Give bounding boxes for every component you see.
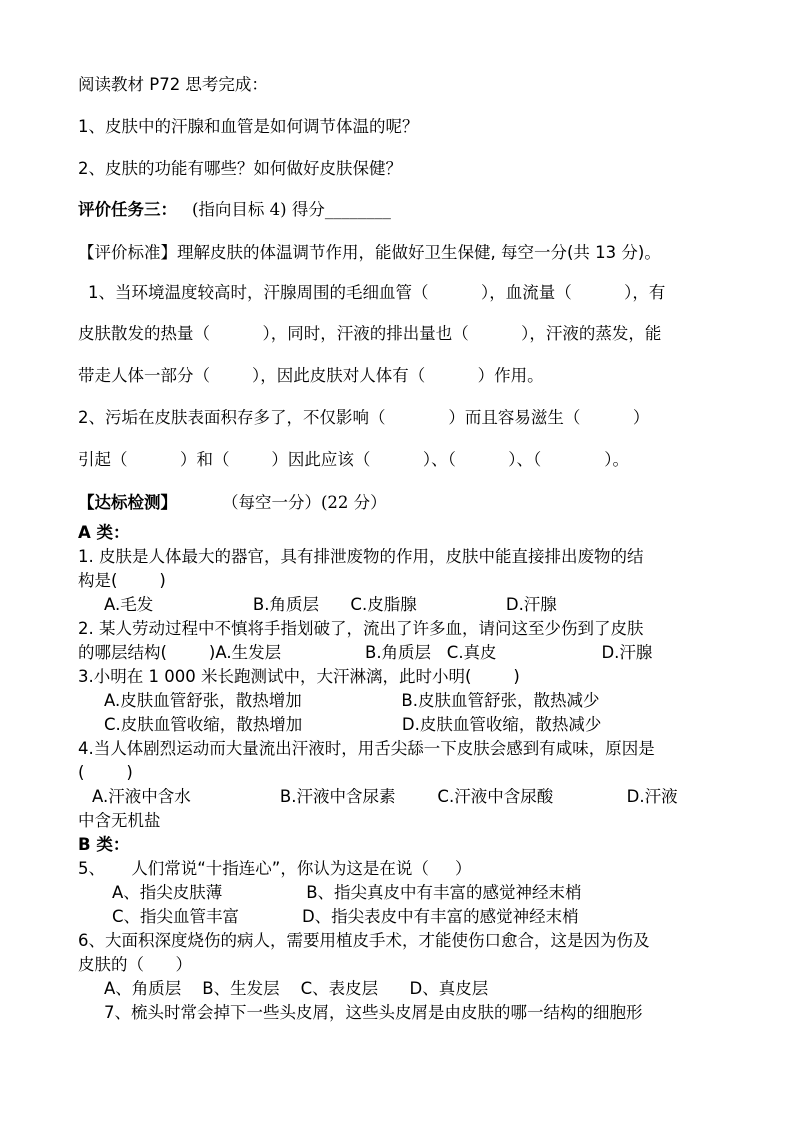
text-line: C、指尖血管丰富 D、指尖表皮中有丰富的感觉神经末梢 (112, 907, 579, 926)
text-line: 皮肤散发的热量（ ），同时，汗液的排出量也（ ），汗液的蒸发，能 (78, 324, 662, 343)
text-line: 的哪层结构( )A.生发层 B.角质层 C.真皮 D.汗腺 (78, 643, 653, 662)
text-line: 2、皮肤的功能有哪些？如何做好皮肤保健？ (78, 159, 402, 178)
text-line: 带走人体一部分（ ），因此皮肤对人体有（ ）作用。 (78, 366, 544, 385)
text-line: A 类： (78, 523, 130, 542)
text-line: A.汗液中含水 B.汗液中含尿素 C.汗液中含尿酸 D.汗液 (92, 787, 678, 806)
text-line: 1、当环境温度较高时，汗腺周围的毛细血管（ ），血流量（ ），有 (88, 283, 666, 302)
text-line: 5、 人们常说“十指连心”，你认为这是在说（ ） (78, 859, 472, 878)
text-line: A、角质层 B、生发层 C、表皮层 D、真皮层 (104, 979, 489, 998)
text-line: (指向目标 4) 得分________ (192, 200, 391, 219)
text-line: 阅读教材 P72 思考完成： (78, 75, 268, 94)
text-line: 2、污垢在皮肤表面积存多了，不仅影响（ ）而且容易滋生（ ） (78, 408, 650, 427)
text-line: （每空一分）(22 分） (222, 493, 387, 512)
text-line: 引起（ ）和（ ）因此应该（ ）、（ ）、（ ）。 (78, 450, 629, 469)
text-line: 构是( ) (78, 571, 166, 590)
text-line: A.毛发 B.角质层 C.皮脂腺 D.汗腺 (104, 595, 557, 614)
text-line: 中含无机盐 (78, 811, 161, 830)
text-line: 1、皮肤中的汗腺和血管是如何调节体温的呢？ (78, 117, 419, 136)
text-line: ( ) (78, 763, 133, 782)
text-line: 6、大面积深度烧伤的病人，需要用植皮手术，才能使伤口愈合，这是因为伤及 (78, 931, 650, 950)
text-line: 评价任务三： (78, 200, 177, 219)
text-line: B 类： (78, 835, 130, 854)
text-line: C.皮肤血管收缩，散热增加 D.皮肤血管收缩，散热减少 (104, 715, 602, 734)
text-line: 4.当人体剧烈运动而大量流出汗液时，用舌尖舔一下皮肤会感到有咸味，原因是 (78, 739, 655, 758)
text-line: A.皮肤血管舒张，散热增加 B.皮肤血管舒张，散热减少 (104, 691, 600, 710)
text-line: 7、梳头时常会掉下一些头皮屑，这些头皮屑是由皮肤的哪一结构的细胞形 (104, 1003, 643, 1022)
text-line: 【评价标准】理解皮肤的体温调节作用，能做好卫生保健, 每空一分(共 13 分)。 (78, 243, 661, 262)
text-line: 【达标检测】 (78, 493, 177, 512)
text-line: 皮肤的（ ） (78, 955, 192, 974)
text-line: 3.小明在 1 000 米长跑测试中，大汗淋漓，此时小明( ) (78, 667, 520, 686)
text-line: 1. 皮肤是人体最大的器官，具有排泄废物的作用，皮肤中能直接排出废物的结 (78, 547, 644, 566)
text-line: 2. 某人劳动过程中不慎将手指划破了，流出了许多血，请问这至少伤到了皮肤 (78, 619, 644, 638)
text-line: A、指尖皮肤薄 B、指尖真皮中有丰富的感觉神经末梢 (112, 883, 582, 902)
